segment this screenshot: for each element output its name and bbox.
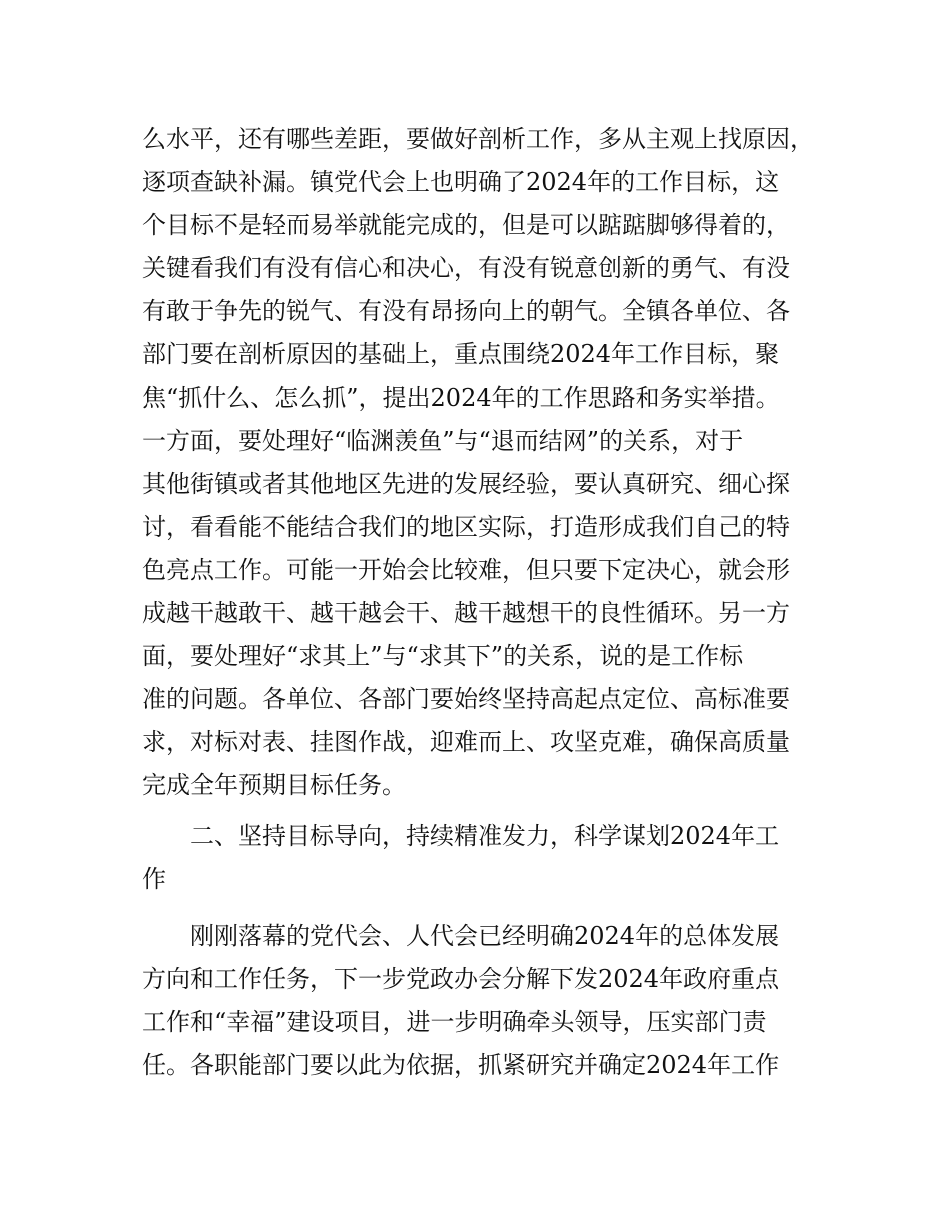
text-line: 逐项查缺补漏。镇党代会上也明确了2024年的工作目标，这 — [142, 168, 780, 197]
text-line: 求，对标对表、挂图作战，迎难而上、攻坚克难，确保高质量 — [142, 728, 790, 757]
text-line: 工作和“幸福”建设项目，进一步明确牵头领导，压实部门责 — [142, 1007, 767, 1036]
text-line: 讨，看看能不能结合我们的地区实际，打造形成我们自己的特 — [142, 512, 790, 541]
text-line: 完成全年预期目标任务。 — [142, 771, 406, 800]
text-line: 方向和工作任务，下一步党政办会分解下发2024年政府重点 — [142, 964, 780, 993]
section-heading — [142, 815, 822, 901]
text-line: 个目标不是轻而易举就能完成的，但是可以踮踮脚够得着的， — [142, 211, 790, 240]
text-line: 其他街镇或者其他地区先进的发展经验，要认真研究、细心探 — [142, 469, 790, 498]
text-line: 一方面，要处理好“临渊羡鱼”与“退而结网”的关系，对于 — [142, 426, 744, 455]
heading-line: 二、坚持目标导向，持续精准发力，科学谋划2024年工 — [190, 821, 780, 850]
text-line: 么水平，还有哪些差距，要做好剖析工作，多从主观上找原因， — [142, 125, 814, 153]
text-line: 任。各职能部门要以此为依据，抓紧研究并确定2024年工作 — [142, 1050, 780, 1079]
text-line: 准的问题。各单位、各部门要始终坚持高起点定位、高标准要 — [142, 685, 790, 714]
text-line: 关键看我们有没有信心和决心，有没有锐意创新的勇气、有没 — [142, 254, 790, 283]
text-line: 有敢于争先的锐气、有没有昂扬向上的朝气。全镇各单位、各 — [142, 297, 790, 326]
text-line: 部门要在剖析原因的基础上，重点围绕2024年工作目标，聚 — [142, 340, 780, 369]
text-line: 色亮点工作。可能一开始会比较难，但只要下定决心，就会形 — [142, 555, 790, 584]
text-line: 面，要处理好“求其上”与“求其下”的关系，说的是工作标 — [142, 642, 744, 671]
text-line: 成越干越敢干、越干越会干、越干越想干的良性循环。另一方 — [142, 599, 790, 628]
text-line: 刚刚落幕的党代会、人代会已经明确2024年的总体发展 — [190, 921, 780, 950]
text-line: 焦“抓什么、怎么抓”，提出2024年的工作思路和务实举措。 — [142, 383, 780, 412]
document-body — [142, 118, 822, 1087]
paragraph — [142, 915, 822, 1087]
paragraph-continuation — [142, 118, 822, 808]
heading-line: 作 — [142, 864, 166, 893]
